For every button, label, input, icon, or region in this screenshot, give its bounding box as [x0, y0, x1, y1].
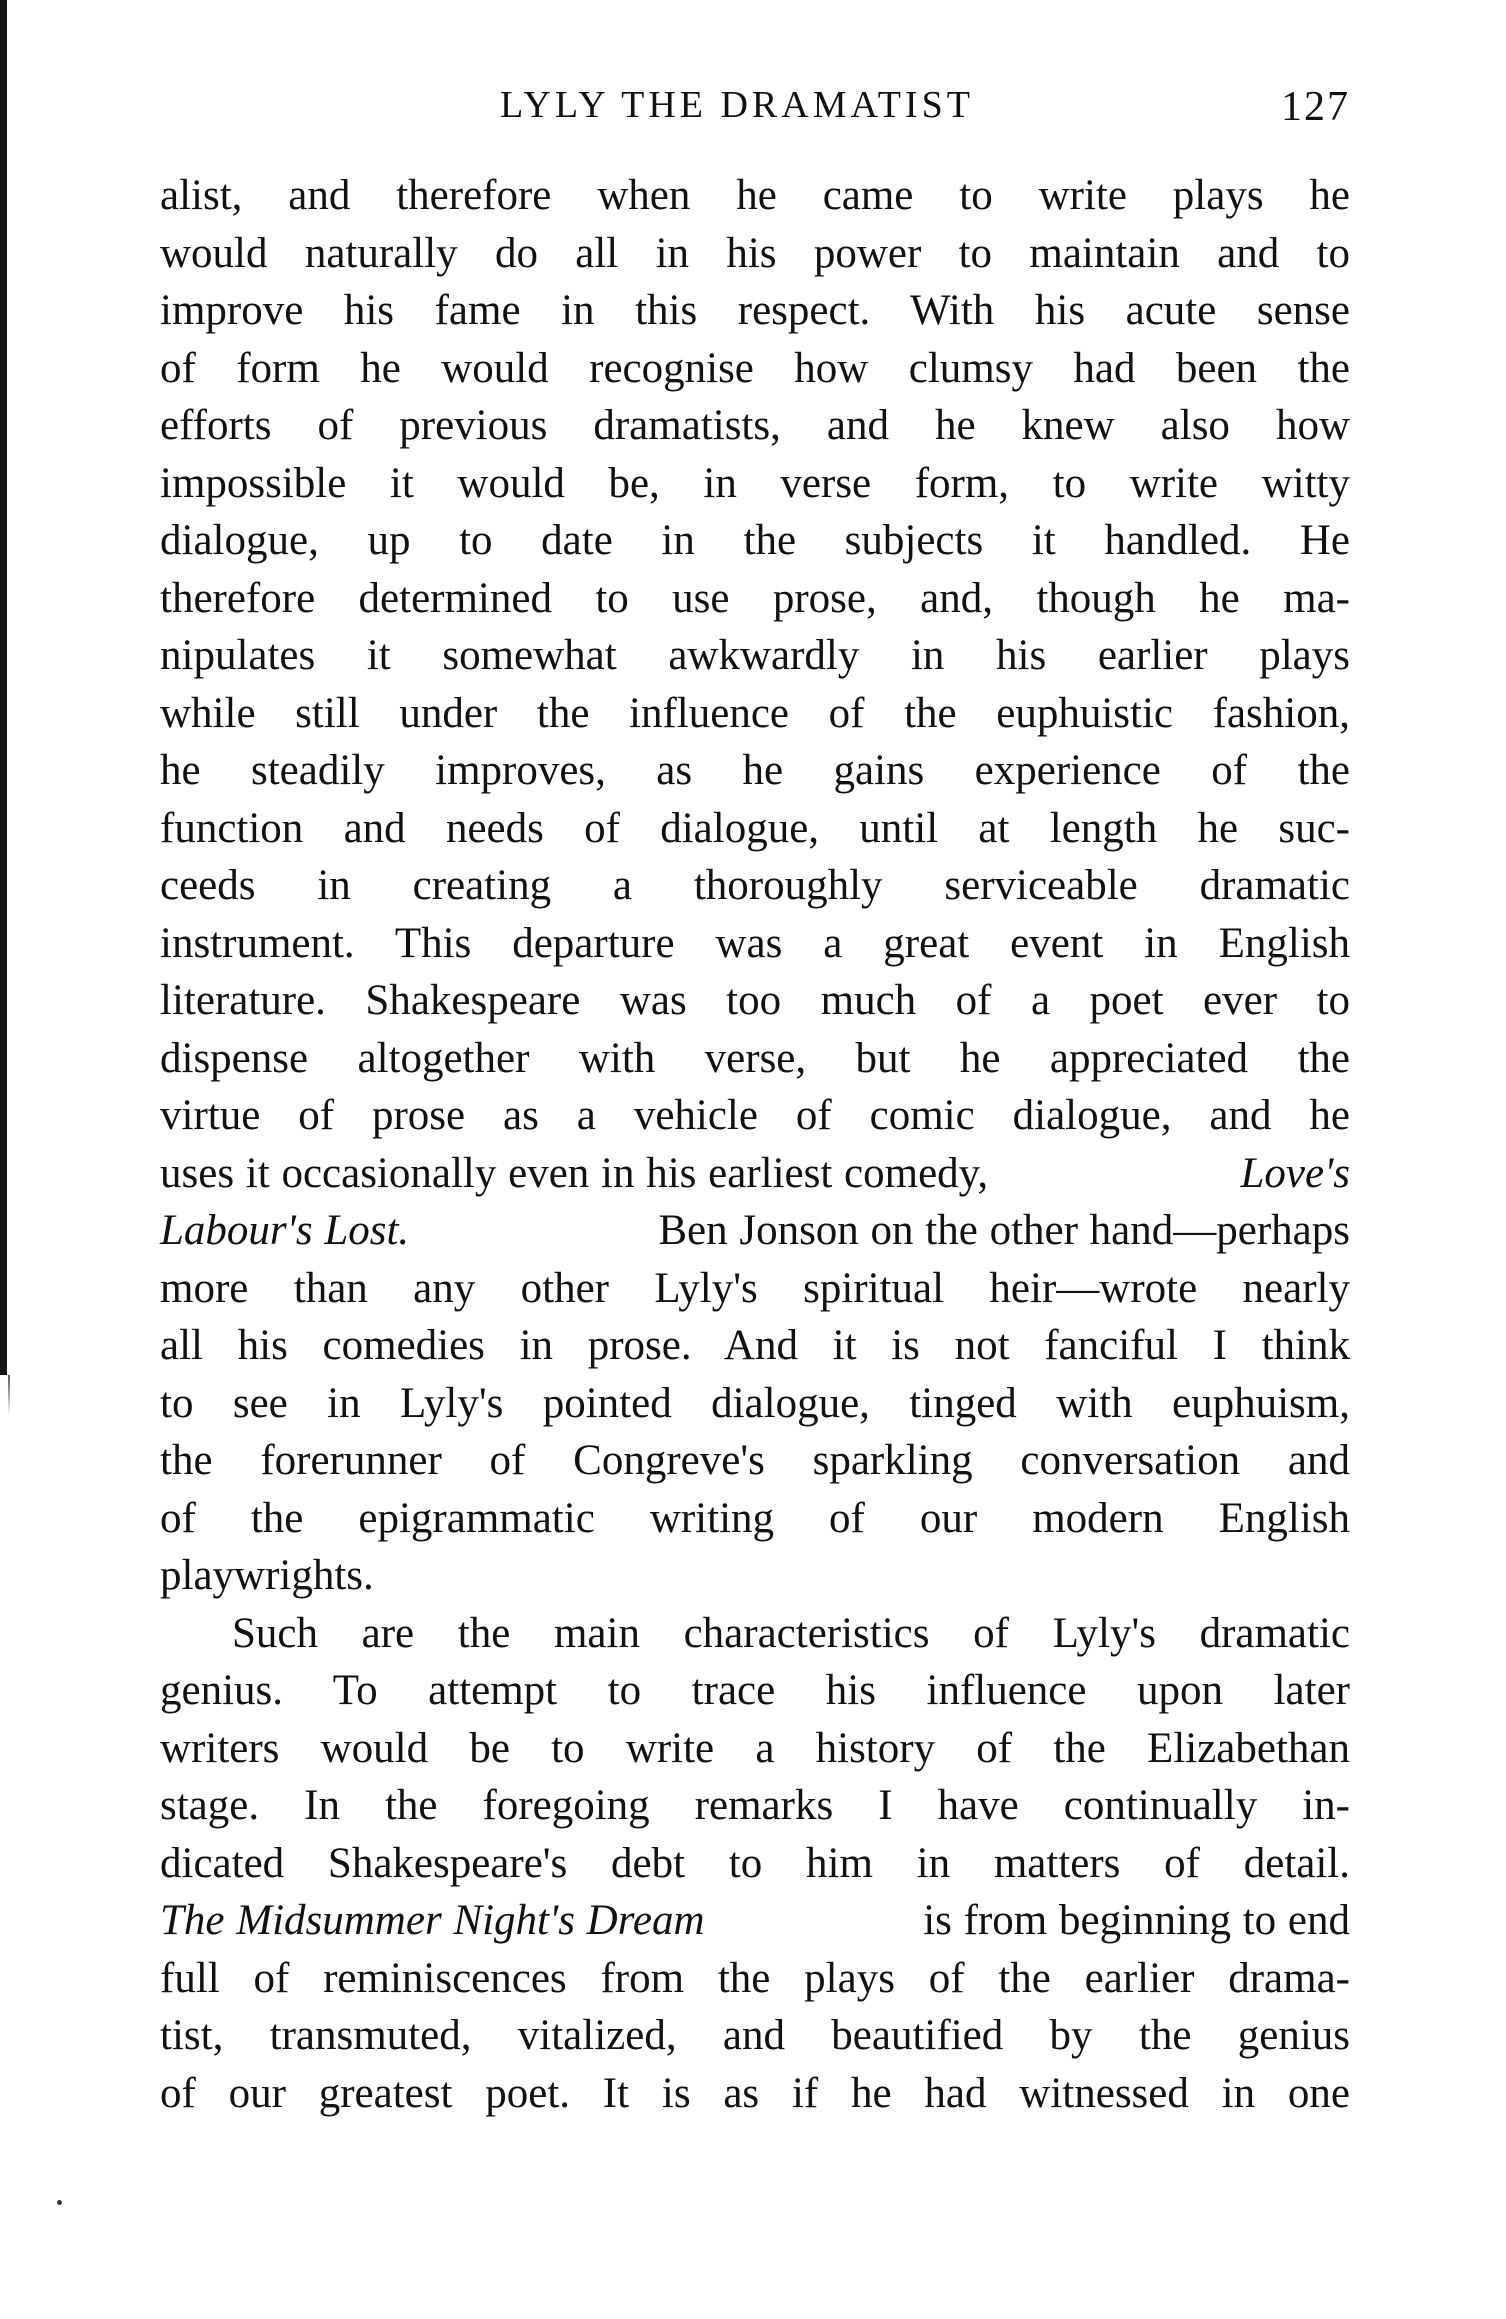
text-line: tist, transmuted, vitalized, and beautified by the genius — [160, 2012, 1350, 2059]
text-line — [160, 1892, 1350, 1950]
text-line: to see in Lyly's pointed dialogue, tinged with euphuism, — [160, 1379, 1350, 1427]
text-line: would naturally do all in his power to maintain and to — [160, 229, 1350, 277]
scan-speck — [57, 2200, 62, 2205]
page-header — [160, 80, 1350, 130]
text-line: literature. Shakespeare was too much of a poet ever to — [160, 977, 1350, 1024]
text-line: alist, and therefore when he came to write plays he — [160, 172, 1350, 219]
book-title-midsummer-nights-dream: The Midsummer Night's Dream — [160, 1897, 705, 1944]
text-line: impossible it would be, in verse form, to write witty — [160, 459, 1350, 507]
running-title: LYLY THE DRAMATIST — [500, 84, 974, 126]
book-title-loves-labours-lost-part2: Labour's Lost. — [160, 1207, 410, 1254]
text-line: efforts of previous dramatists, and he knew also how — [160, 402, 1350, 449]
text-line: all his comedies in prose. And it is not fanciful I think — [160, 1322, 1350, 1369]
body-text — [160, 167, 1350, 2122]
page-number: 127 — [1281, 84, 1350, 130]
text-segment: uses it occasionally even in his earliest comedy, — [160, 1149, 989, 1197]
text-segment: is from beginning to end — [923, 1897, 1350, 1944]
text-line: nipulates it somewhat awkwardly in his earlier plays — [160, 632, 1350, 679]
text-line: dialogue, up to date in the subjects it handled. He — [160, 517, 1350, 564]
text-line: of our greatest poet. It is as if he had witnessed in one — [160, 2069, 1350, 2117]
text-segment: Ben Jonson on the other hand—perhaps — [658, 1207, 1350, 1254]
text-line — [160, 1145, 1350, 1203]
text-line: genius. To attempt to trace his influence upon later — [160, 1667, 1350, 1714]
text-line: he steadily improves, as he gains experience of the — [160, 747, 1350, 794]
scan-edge-fade — [8, 1375, 10, 1415]
text-line: of form he would recognise how clumsy had been the — [160, 344, 1350, 392]
text-line — [160, 1202, 1350, 1260]
text-line: improve his fame in this respect. With his acute sense — [160, 287, 1350, 334]
text-line: of the epigrammatic writing of our modern English — [160, 1494, 1350, 1542]
text-line: ceeds in creating a thoroughly serviceable dramatic — [160, 862, 1350, 909]
text-line: instrument. This departure was a great event in English — [160, 919, 1350, 967]
scan-edge-shadow — [0, 0, 7, 1375]
text-line: more than any other Lyly's spiritual heir—wrote nearly — [160, 1264, 1350, 1312]
text-line: stage. In the foregoing remarks I have continually in- — [160, 1782, 1350, 1829]
book-title-loves-labours-lost-part1: Love's — [1240, 1149, 1350, 1197]
text-line: playwrights. — [160, 1552, 374, 1599]
text-line: therefore determined to use prose, and, though he ma- — [160, 574, 1350, 622]
text-line: dicated Shakespeare's debt to him in matters of detail. — [160, 1839, 1350, 1887]
text-line: the forerunner of Congreve's sparkling conversation and — [160, 1437, 1350, 1484]
text-line: function and needs of dialogue, until at length he suc- — [160, 804, 1350, 852]
text-line: dispense altogether with verse, but he appreciated the — [160, 1034, 1350, 1082]
text-line: Such are the main characteristics of Lyly's dramatic — [232, 1609, 1350, 1657]
text-line: writers would be to write a history of the Elizabethan — [160, 1724, 1350, 1772]
text-line: while still under the influence of the euphuistic fashion, — [160, 689, 1350, 737]
text-line: virtue of prose as a vehicle of comic dialogue, and he — [160, 1092, 1350, 1139]
text-line: full of reminiscences from the plays of the earlier drama- — [160, 1954, 1350, 2002]
